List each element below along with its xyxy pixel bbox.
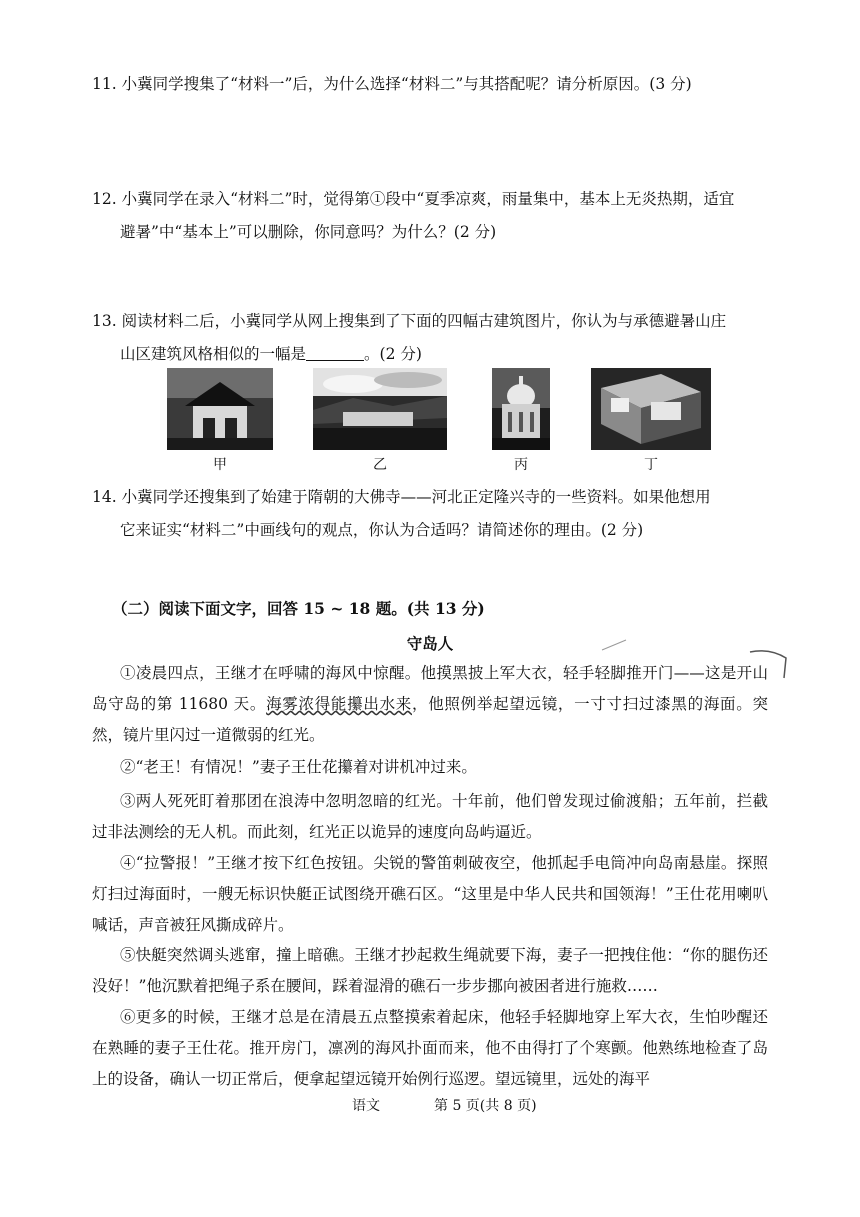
paragraph-3-text: ③两人死死盯着那团在浪涛中忽明忽暗的红光。十年前，他们曾发现过偷渡船；五年前，拦截过非法测绘的无人机。而此刻，红光正以诡异的速度向岛屿逼近。 <box>92 792 768 841</box>
paragraph-1 <box>92 658 768 751</box>
paragraph-1-underlined-sentence: 海雾浓得能攥出水来 <box>266 695 412 713</box>
question-14 <box>92 481 772 547</box>
question-13 <box>92 305 772 371</box>
palace-icon <box>313 368 447 450</box>
question-11-text: 11. 小冀同学搜集了“材料一”后，为什么选择“材料二”与其搭配呢？请分析原因。(3 分) <box>92 75 692 93</box>
image-bing-cathedral <box>492 368 550 450</box>
question-13-line2 <box>92 338 772 371</box>
paragraph-6-text: ⑥更多的时候，王继才总是在清晨五点整摸索着起床，他轻手轻脚地穿上军大衣，生怕吵醒还在熟睡的妻子王仕花。推开房门，凛冽的海风扑面而来，他不由得打了个寒颤。他熟练地检查了岛上的设备，确认一切正常后，便拿起望远镜开始例行巡逻。望远镜里，远处的海平 <box>92 1008 768 1088</box>
image-ding-courtyard <box>591 368 711 450</box>
paragraph-4 <box>92 848 768 941</box>
question-13-line2-pre: 山区建筑风格相似的一幅是 <box>120 345 307 363</box>
caption-ding: 丁 <box>644 457 658 473</box>
question-13-line1: 13. 阅读材料二后，小冀同学从网上搜集到了下面的四幅古建筑图片，你认为与承德避暑山庄 <box>92 312 727 330</box>
answer-blank[interactable] <box>306 342 364 361</box>
courtyard-icon <box>591 368 711 450</box>
section-heading: （二）阅读下面文字，回答 15 ~ 18 题。(共 13 分) <box>112 599 485 618</box>
dome-icon <box>492 368 550 450</box>
question-14-line2: 它来证实“材料二”中画线句的观点，你认为合适吗？请简述你的理由。(2 分) <box>120 521 644 539</box>
question-13-line2-post: 。(2 分) <box>364 345 422 363</box>
paragraph-2 <box>92 752 768 783</box>
pavilion-icon <box>167 368 273 450</box>
paragraph-4-text: ④“拉警报！”王继才按下红色按钮。尖锐的警笛刺破夜空，他抓起手电筒冲向岛南悬崖。探照灯扫过海面时，一艘无标识快艇正试图绕开礁石区。“这里是中华人民共和国领海！”王仕花用喇叭喊话，声音被狂风撕成碎片。 <box>92 854 768 934</box>
image-yi-palace <box>313 368 447 450</box>
story-title: 守岛人 <box>406 634 454 653</box>
caption-bing: 丙 <box>514 457 528 473</box>
question-12 <box>92 183 772 249</box>
caption-yi: 乙 <box>373 457 387 473</box>
question-12-line1: 12. 小冀同学在录入“材料二”时，觉得第①段中“夏季凉爽，雨量集中，基本上无炎热期，适宜 <box>92 190 735 208</box>
paragraph-6 <box>92 1002 768 1095</box>
image-jia-pavilion <box>167 368 273 450</box>
paragraph-5 <box>92 940 768 1002</box>
footer-subject: 语文 <box>352 1098 380 1114</box>
caption-jia: 甲 <box>213 457 227 473</box>
paragraph-5-text: ⑤快艇突然调头逃窜，撞上暗礁。王继才抄起救生绳就要下海，妻子一把拽住他：“你的腿伤还没好！”他沉默着把绳子系在腰间，踩着湿滑的礁石一步步挪向被困者进行施救…… <box>92 946 768 995</box>
paragraph-3 <box>92 786 768 848</box>
paragraph-1-part-a: ①凌晨四点，王继才在呼啸的海风中惊醒。他摸黑披上军大衣，轻手轻脚推开门——这是开山岛守岛的第 11680 天。 <box>92 664 768 713</box>
question-14-line1: 14. 小冀同学还搜集到了始建于隋朝的大佛寺——河北正定隆兴寺的一些资料。如果他想用 <box>92 488 711 506</box>
footer-page-number: 第 5 页(共 8 页) <box>434 1098 537 1114</box>
paragraph-1-part-c: ，他照例举起望远镜，一寸寸扫过漆黑的海面。突然，镜片里闪过一道微弱的红光。 <box>92 695 768 744</box>
paragraph-2-text: ②“老王！有情况！”妻子王仕花攥着对讲机冲过来。 <box>120 758 477 776</box>
question-11 <box>92 68 772 101</box>
question-12-line2: 避暑”中“基本上”可以删除，你同意吗？为什么？(2 分) <box>120 223 497 241</box>
architecture-images <box>0 368 860 472</box>
